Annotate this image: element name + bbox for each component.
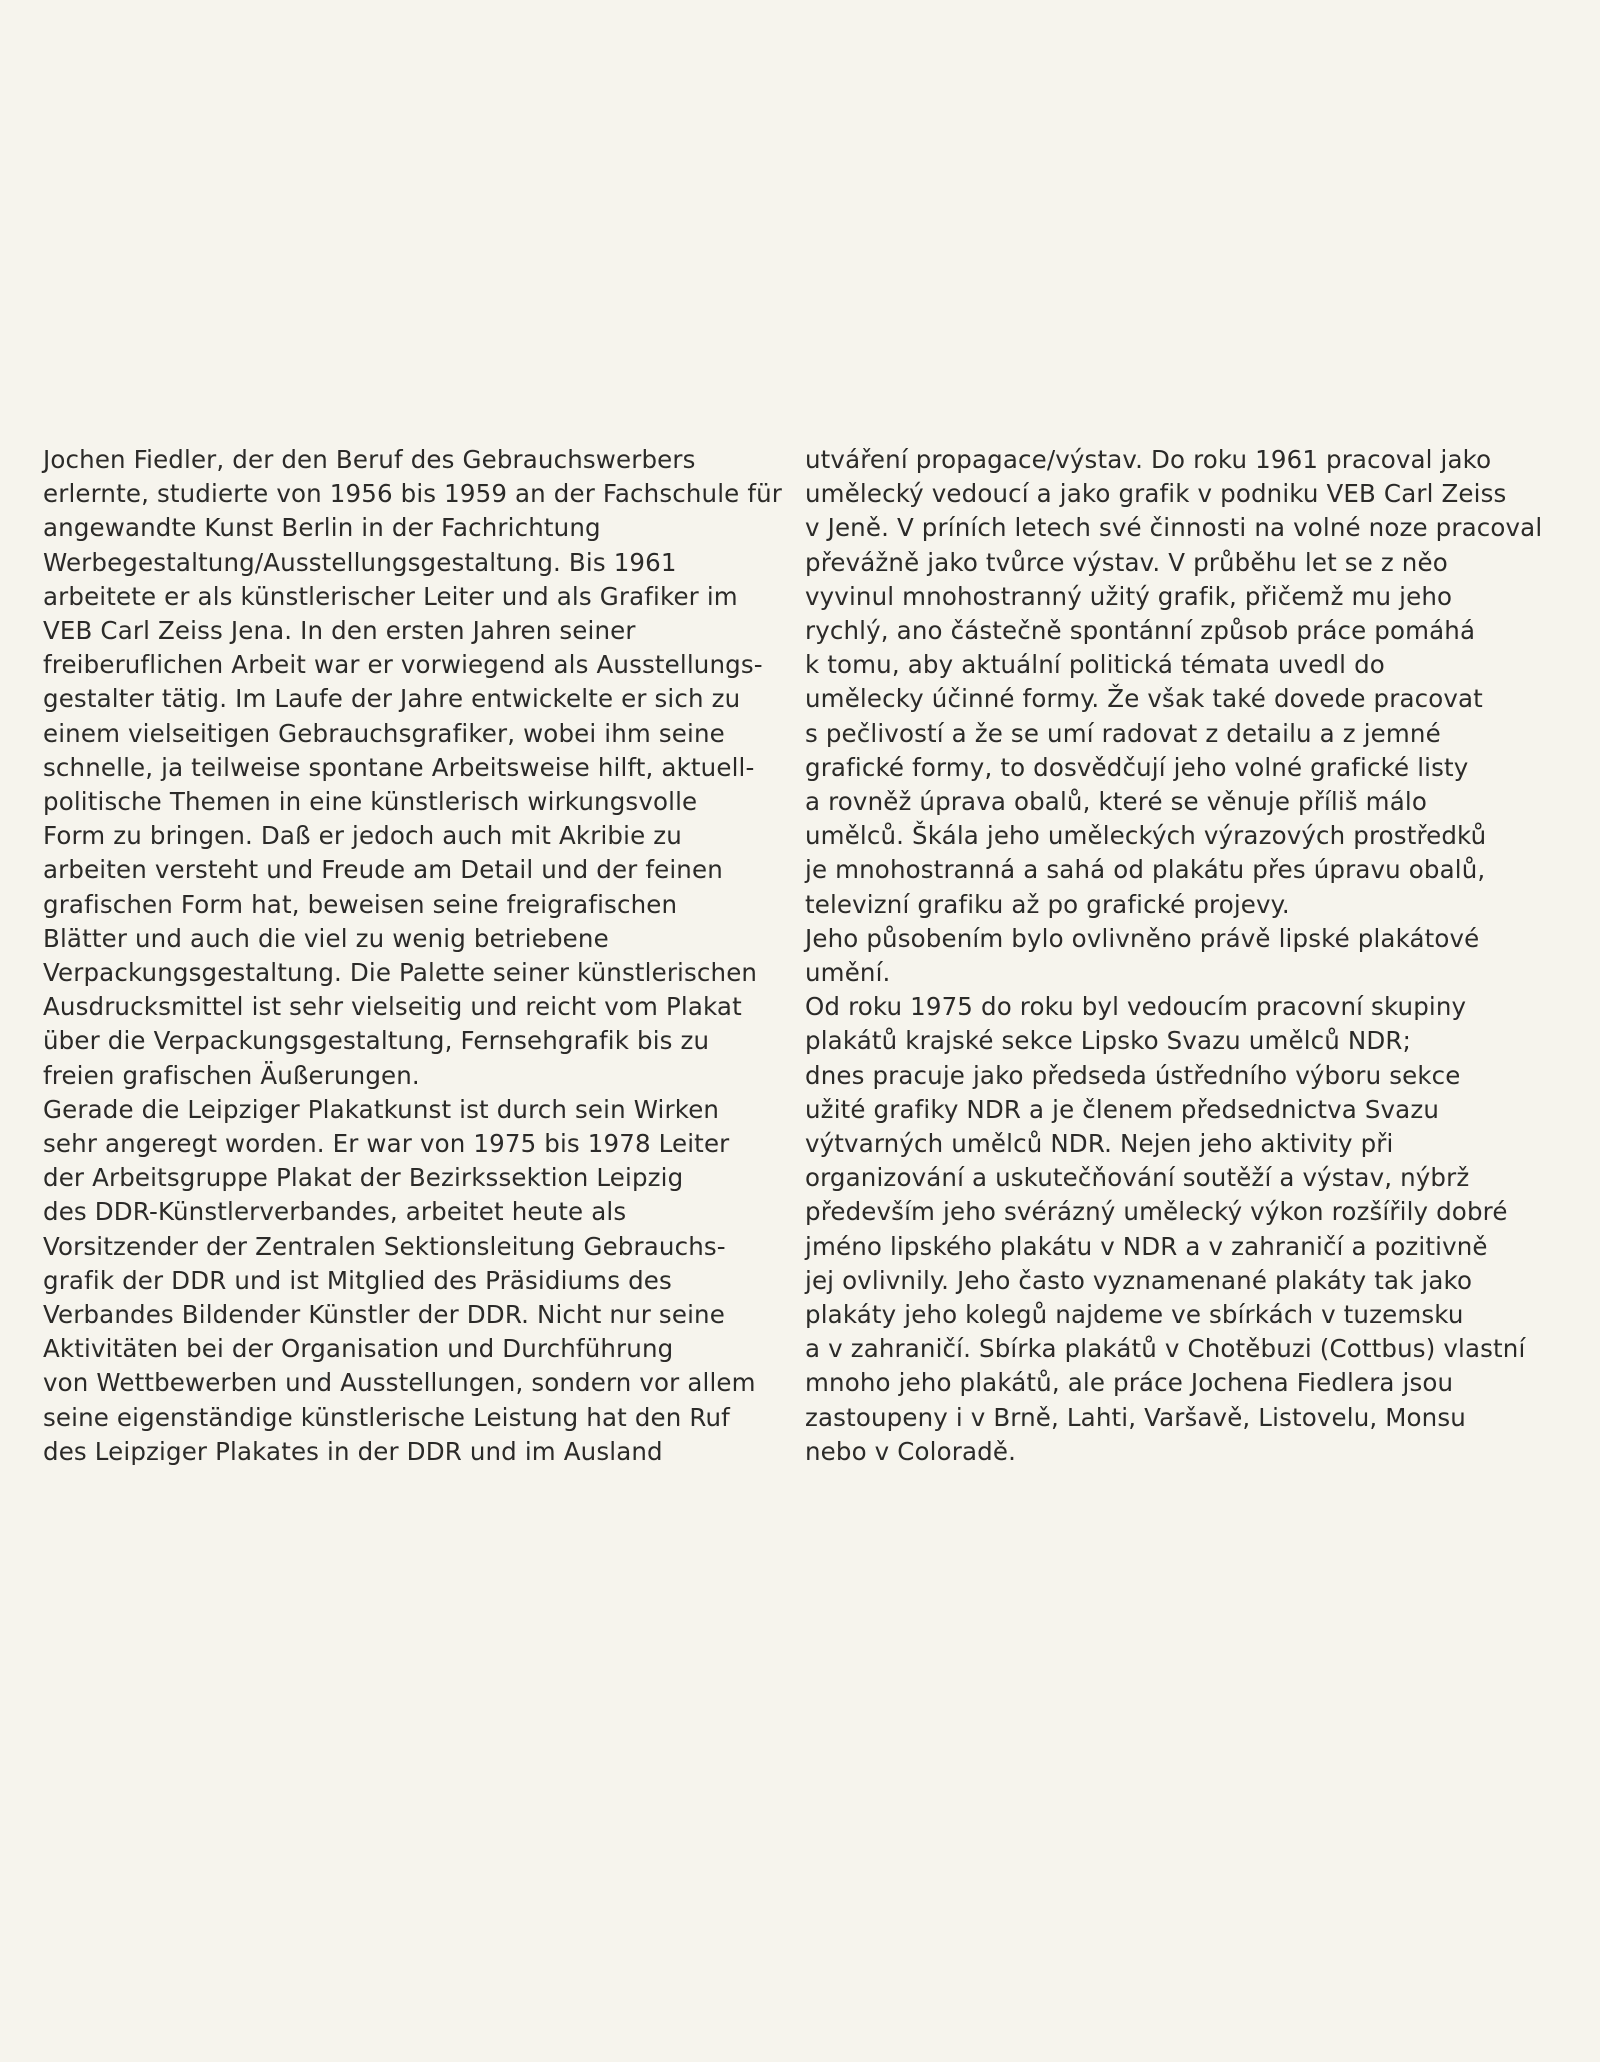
text-line: politische Themen in eine künstlerisch wirkungsvolle: [43, 787, 698, 817]
text-line: organizování a uskutečňování soutěží a výstav, nýbrž: [805, 1163, 1470, 1193]
text-line: k tomu, aby aktuální politická témata uvedl do: [805, 650, 1385, 680]
text-line: einem vielseitigen Gebrauchsgrafiker, wobei ihm seine: [43, 718, 725, 748]
text-line: der Arbeitsgruppe Plakat der Bezirkssektion Leipzig: [43, 1163, 684, 1193]
text-line: seine eigenständige künstlerische Leistung hat den Ruf: [43, 1402, 730, 1432]
text-line: angewandte Kunst Berlin in der Fachrichtung: [43, 513, 601, 543]
text-line: televizní grafiku až po grafické projevy.: [805, 889, 1290, 919]
text-line: s pečlivostí a že se umí radovat z detailu a z jemné: [805, 718, 1441, 748]
text-line: des DDR-Künstlerverbandes, arbeitet heute als: [43, 1197, 627, 1227]
text-line: des Leipziger Plakates in der DDR und im Ausland: [43, 1436, 663, 1466]
text-line: von Wettbewerben und Ausstellungen, sondern vor allem: [43, 1368, 756, 1398]
text-line: užité grafiky NDR a je členem předsednictva Svazu: [805, 1094, 1440, 1124]
text-line: Form zu bringen. Daß er jedoch auch mit Akribie zu: [43, 821, 682, 851]
text-line: výtvarných umělců NDR. Nejen jeho aktivity při: [805, 1129, 1394, 1159]
text-line: freien grafischen Äußerungen.: [43, 1060, 420, 1090]
text-line: a rovněž úprava obalů, které se věnuje příliš málo: [805, 787, 1427, 817]
text-line: Jochen Fiedler, der den Beruf des Gebrauchswerbers: [43, 445, 696, 474]
czech-text-column: [805, 443, 1565, 1469]
text-line: umělecky účinné formy. Že však také dovede pracovat: [805, 684, 1483, 714]
text-line: je mnohostranná a sahá od plakátu přes úpravu obalů,: [805, 855, 1486, 885]
text-line: grafischen Form hat, beweisen seine freigrafischen: [43, 889, 678, 919]
text-line: erlernte, studierte von 1956 bis 1959 an der Fachschule für: [43, 479, 783, 509]
text-line: sehr angeregt worden. Er war von 1975 bis 1978 Leiter: [43, 1129, 730, 1159]
text-line: a v zahraničí. Sbírka plakátů v Chotěbuzi (Cottbus) vlastní: [805, 1334, 1526, 1364]
text-line: Vorsitzender der Zentralen Sektionsleitung Gebrauchs-: [43, 1231, 726, 1261]
text-line: freiberuflichen Arbeit war er vorwiegend als Ausstellungs-: [43, 650, 763, 680]
text-line: plakáty jeho kolegů najdeme ve sbírkách v tuzemsku: [805, 1300, 1464, 1330]
text-line: arbeiten versteht und Freude am Detail und der feinen: [43, 855, 723, 885]
text-line: grafik der DDR und ist Mitglied des Präsidiums des: [43, 1265, 672, 1295]
text-line: gestalter tätig. Im Laufe der Jahre entwickelte er sich zu: [43, 684, 741, 714]
text-line: VEB Carl Zeiss Jena. In den ersten Jahren seiner: [43, 616, 636, 646]
text-line: Gerade die Leipziger Plakatkunst ist durch sein Wirken: [43, 1094, 720, 1124]
text-line: Aktivitäten bei der Organisation und Durchführung: [43, 1334, 674, 1364]
text-line: Od roku 1975 do roku byl vedoucím pracovní skupiny: [805, 992, 1467, 1022]
text-line: především jeho svérázný umělecký výkon rozšířily dobré: [805, 1197, 1508, 1227]
text-line: jméno lipského plakátu v NDR a v zahraničí a pozitivně: [805, 1231, 1488, 1261]
text-line: rychlý, ano částečně spontánní způsob práce pomáhá: [805, 616, 1476, 646]
text-line: v Jeně. V príních letech své činnosti na volné noze pracoval: [805, 513, 1543, 543]
text-line: grafické formy, to dosvědčují jeho volné grafické listy: [805, 752, 1469, 782]
text-line: nebo v Coloradě.: [805, 1436, 1017, 1466]
text-line: Ausdrucksmittel ist sehr vielseitig und reicht vom Plakat: [43, 992, 742, 1022]
text-line: arbeitete er als künstlerischer Leiter und als Grafiker im: [43, 581, 738, 611]
text-line: Verbandes Bildender Künstler der DDR. Nicht nur seine: [43, 1300, 725, 1330]
text-line: utváření propagace/výstav. Do roku 1961 pracoval jako: [805, 445, 1492, 474]
german-text-column: [43, 443, 783, 1469]
text-line: mnoho jeho plakátů, ale práce Jochena Fiedlera jsou: [805, 1368, 1454, 1398]
text-line: převážně jako tvůrce výstav. V průběhu let se z něo: [805, 547, 1448, 577]
text-line: plakátů krajské sekce Lipsko Svazu umělců NDR;: [805, 1026, 1411, 1056]
text-line: dnes pracuje jako předseda ústředního výboru sekce: [805, 1060, 1461, 1090]
text-line: Werbegestaltung/Ausstellungsgestaltung. Bis 1961: [43, 547, 677, 577]
text-line: umění.: [805, 958, 891, 988]
text-line: zastoupeny i v Brně, Lahti, Varšavě, Listovelu, Monsu: [805, 1402, 1466, 1432]
text-line: schnelle, ja teilweise spontane Arbeitsweise hilft, aktuell-: [43, 752, 755, 782]
text-line: jej ovlivnily. Jeho často vyznamenané plakáty tak jako: [805, 1265, 1473, 1295]
text-line: umělecký vedoucí a jako grafik v podniku VEB Carl Zeiss: [805, 479, 1507, 509]
text-line: Blätter und auch die viel zu wenig betriebene: [43, 923, 609, 953]
text-line: umělců. Škála jeho uměleckých výrazových prostředků: [805, 821, 1487, 851]
text-line: über die Verpackungsgestaltung, Fernsehgrafik bis zu: [43, 1026, 710, 1056]
text-line: Jeho působením bylo ovlivněno právě lipské plakátové: [805, 923, 1480, 953]
text-line: vyvinul mnohostranný užitý grafik, přičemž mu jeho: [805, 581, 1453, 611]
text-line: Verpackungsgestaltung. Die Palette seiner künstlerischen: [43, 958, 758, 988]
